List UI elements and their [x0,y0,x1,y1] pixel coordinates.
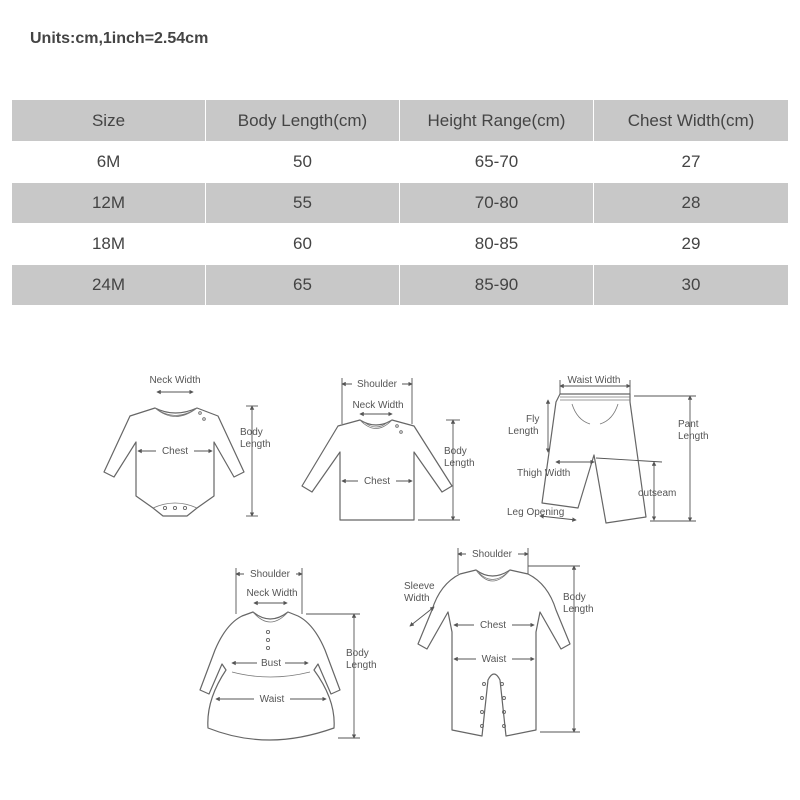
cell-body-length: 55 [206,182,400,223]
top-shoulder-label: Shoulder [356,379,398,390]
header-body-length: Body Length(cm) [206,100,400,141]
cell-chest-width: 30 [594,264,788,305]
top-body-length-label-2: Length [444,458,475,469]
bodysuit-diagram [104,375,271,516]
top-body-length-label-1: Body [444,446,467,457]
cell-size: 18M [12,223,206,264]
cell-chest-width: 29 [594,223,788,264]
cell-height-range: 85-90 [400,264,594,305]
units-note: Units:cm,1inch=2.54cm [30,30,209,47]
bodysuit-body-length-label-2: Length [240,439,271,450]
romper-shoulder-label: Shoulder [471,549,513,560]
table-row [12,264,788,305]
dress-body-length-label-2: Length [346,660,377,671]
cell-height-range: 70-80 [400,182,594,223]
dress-body-length-label-1: Body [346,648,369,659]
cell-body-length: 65 [206,264,400,305]
cell-chest-width: 27 [594,141,788,182]
bodysuit-body-length-label-1: Body [240,427,263,438]
pants-waist-width-label: Waist Width [567,375,621,386]
dress-diagram [200,567,377,740]
cell-size: 6M [12,141,206,182]
table-row [12,182,788,223]
dress-neck-width-label: Neck Width [246,588,298,599]
romper-sleeve-width-label-1: Sleeve [404,581,435,592]
cell-height-range: 80-85 [400,223,594,264]
romper-body-length-label-2: Length [563,604,594,615]
cell-chest-width: 28 [594,182,788,223]
pants-thigh-width-label: Thigh Width [517,468,571,479]
romper-body-length-label-1: Body [563,592,586,603]
bodysuit-chest-label: Chest [161,446,189,457]
romper-diagram [404,547,594,736]
pants-pant-length-label-2: Length [678,431,709,442]
pants-diagram [507,375,709,523]
romper-waist-label: Waist [481,654,507,665]
top-chest-label: Chest [363,476,391,487]
pants-fly-length-label-2: Length [508,426,539,437]
pants-pant-length-label-1: Pant [678,419,699,430]
cell-size: 24M [12,264,206,305]
cell-size: 12M [12,182,206,223]
cell-body-length: 50 [206,141,400,182]
top-diagram [302,377,475,520]
dress-bust-label: Bust [260,658,282,669]
romper-chest-label: Chest [479,620,507,631]
table-row [12,223,788,264]
cell-body-length: 60 [206,223,400,264]
header-size: Size [12,100,206,141]
dress-waist-label: Waist [259,694,285,705]
header-chest-width: Chest Width(cm) [627,110,755,130]
measurement-diagrams [0,340,800,800]
size-chart-table [12,100,788,305]
romper-sleeve-width-label-2: Width [404,593,430,604]
top-neck-width-label: Neck Width [352,400,404,411]
pants-outseam-label: outseam [638,488,677,499]
table-row [12,141,788,182]
pants-leg-opening-label: Leg Opening [507,507,565,518]
pants-fly-length-label-1: Fly [526,414,540,425]
table-header-row [12,100,788,141]
dress-shoulder-label: Shoulder [249,569,291,580]
bodysuit-neck-width-label: Neck Width [149,375,201,386]
cell-height-range: 65-70 [400,141,594,182]
header-height-range: Height Range(cm) [400,100,594,141]
